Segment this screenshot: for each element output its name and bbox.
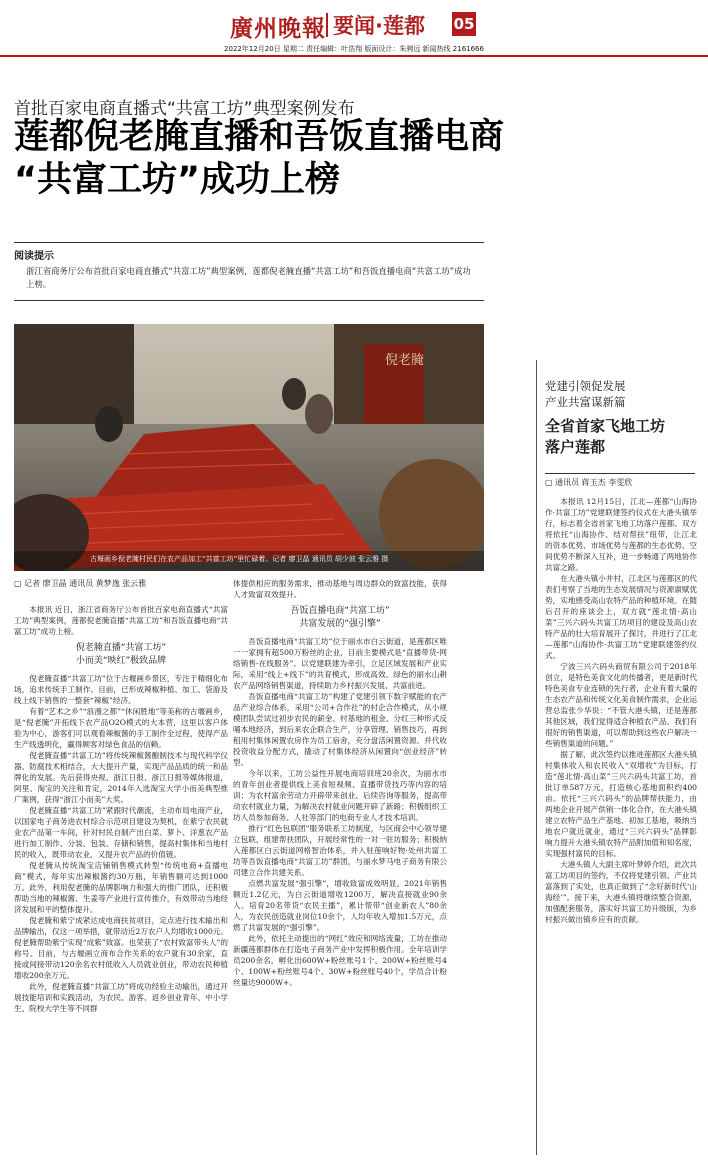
headline-line-2: “共富工坊”成功上榜 [14, 160, 341, 200]
reading-guide-text: 浙江省商务厅公布首批百家电商直播式“共富工坊”典型案例，莲都倪老腌直播“共富工坊”和吾饭直播电商“共富工坊”成功上榜。 [26, 266, 471, 289]
article-headline [14, 116, 504, 202]
article-paragraph: 倪老腌直播“共富工坊”紧跟时代潮流，主动布局电商产业，以国家电子商务进农村综合示范项目建设为契机，在紫宁农民就业农产品第一车间，针对村民自制产出白菜、萝卜、洋葱农产品进行加工制作、分装、包装、存储和销售，提高村集体和当地村民的收入，既带动农业，又提升农产品的价值链。 [14, 806, 228, 859]
sidebar-paragraph: 在大港头镇小井村，江北区与莲都区的代表们考察了当地的生态发展情况与资源禀赋优势，实地感受高山农特产品的种植环境。在随后召开的座谈会上，双方就“莲北情·高山菜”三兴六码头共富工坊项目的建设及高山农特产品的壮大培育展开了探讨，并进行了江北—莲都“山海协作·共富工坊”党建联建签约仪式。 [545, 574, 697, 660]
sidebar-byline-text: 通讯员 蒋玉杰 李雯欣 [555, 478, 633, 487]
guide-rule-bottom [14, 300, 484, 301]
date-editor-line: 2022年12月20日 星期二 责任编辑：叶浩翔 版面设计：朱骋远 新闻热线 2161666 [224, 45, 484, 53]
article-paragraph: 吾饭直播电商“共富工坊”构建了党建引领下数字赋能的农产品产业综合体系，采用“公司+合作社”的村企合作模式，从小规模团队尝试过初步农民的薪金、村基地的租金、分红三种形式反哺本地经济，到后来农企联合生产，分享管理、销售技巧，再到租用村集体闲置农房作为员工宿舍，充分盘活闲置资源。并代收投资收益分配方式，撬动了村集体经济从闲置向“创业经济”转型。 [233, 692, 447, 767]
masthead-rule [0, 55, 708, 57]
section-title: 要闻·莲都 [333, 14, 425, 38]
article-paragraph: 有着“艺术之乡”“浪漫之都”“休闲胜地”等美称的古堰画乡，是“倪老腌”开拓线下农产品O2O模式的大本营，这里以客户体验为中心，游客们可以观看辣椒酱的手工制作全过程，使得产品生产线透明化，赢得顾客对绿色食品的信赖。 [14, 707, 228, 749]
article-paragraph: 点燃共富发展“强引擎”，增收致富成效明显。2021年销售额近1.2亿元，为白云街道增收1200万，解决直接就业90余人。培育20名带货“农民主播”，累计帮带“创业新农人”80余人，为农民创造就业岗位10余个，人均年收入增加1.5万元，点燃了共富发展的“强引擎”。 [233, 879, 447, 932]
sidebar-kicker-line-2: 产业共富谋新篇 [545, 395, 626, 409]
article-paragraph: 此外，倪老腌直播“共富工坊”将成功经验主动输出，通过开展技能培训和实践活动，为农民、游客、返乡创业青年、中小学生、院校大学生等不同群 [14, 982, 228, 1013]
sidebar-headline [545, 416, 665, 458]
article-paragraph: 倪老腌和紫宁成紧达成电商扶贫项目，定点进行技术输出和品牌输出，仅这一项举措，就带动近2万农户人均增收1000元。倪老腌帮助紫宁实现“成紫”致富。也荣获了“农村致富带头人”的称号。目前，与古堰画立商布合作关系的农户就有30余家，直接或间接带动120余名农村低收入人员就业创业，带动农民种植增收200余万元。 [14, 916, 228, 980]
sidebar-paragraph: 本报讯 12月15日，江北—莲都“山海协作·共富工坊”党建联建签约仪式在大港头镇举行，标志着全省首家飞地工坊落户莲都。双方将依托“山海协作、结对帮扶”纽带，让江北的资本优势、市场优势与莲都的生态优势、空间优势不断深入互补，进一步畅通了两地协作共富之路。 [545, 497, 697, 572]
masthead-separator [326, 13, 328, 37]
article-paragraph: 倪老腌从传统淘宝店铺销售模式转型“传统电商+直播电商”模式，每年实出辣椒酱约30万瓶，年销售额可达到1000万。此外，利用倪老腌的品牌影响力和强大的推广团队，还积极帮助当地的辣椒酱、生姜等产业进行宣传推介，有效带动当地经济发展和平的整体提升。 [14, 861, 228, 914]
article-paragraph: 今年以来，工坊公益性开展电商培训班20余次，为丽水市的青年创业者提供线上美食短视频、直播带货技巧等内容的培训；为农村富余劳动力开辟带来创业、后续咨询等服务，提高带动农村就业力量，为解决农村就业问题开辟了新路；积极组织工坊人员参加商务、人社等部门的电商专业人才技术培训。 [233, 769, 447, 822]
article-subhead: 共富发展的“强引擎” [299, 619, 381, 629]
article-paragraph: 推行“红色包联团”服务联系工坊制度，与区商会中心领导建立包联，组建帮扶团队，开展经常性的一对一驻坊服务；积极纳入莲都区白云街道网格智治体系，并入驻莲响好物·处州共富工坊等吾饭直播电商“共富工坊”群团，与丽水梦马电子商务有限公司建立合作共建关系。 [233, 824, 447, 877]
article-paragraph: 吾饭直播电商“共富工坊”位于丽水市白云街道，是莲都区唯一一家拥有超500万粉丝的企业，目前主要模式是“直播带货-网络销售-在线服务”。以党建联建为牵引，立足区域发展和产业实际，采用“线上+线下”的共育模式，形成高效、绿色的丽水山耕农产品网络销售渠道，持续助力乡村振兴发展、共富前进。 [233, 637, 447, 690]
sidebar-byline: ▢ 通讯员 蒋玉杰 李雯欣 [545, 478, 633, 487]
article-subhead: 倪老腌直播“共富工坊” [75, 643, 167, 653]
article-paragraph: 体提供相应的服务需求，推动基地与周边群众的致富技能，获得人才致富双效提升。 [233, 579, 447, 599]
column-divider [536, 360, 537, 1155]
newspaper-logo: 廣州晚報 [230, 15, 326, 42]
article-photo [14, 324, 484, 571]
page-number-badge: 05 [452, 12, 476, 36]
sidebar-paragraph: 据了解，此次签约以推进莲都区大港头镇村集体收入和农民收入“双增收”为目标，打造“莲北情·高山菜”三兴六码头共富工坊，首批订单587万元，打造核心基地面积约400亩。依托“三兴六码头”的品牌帮扶能力，由两地企业开展产供销一体化合作，在大港头镇建立农特产品生产基地、初加工基地，吸纳当地农户就近就业，通过“三兴六码头”品牌影响力提升大港头镇农特产品附加值和知名度，实现强村富民的目标。 [545, 750, 697, 858]
sidebar-byline-rule [545, 473, 695, 474]
sidebar-headline-line-2: 落户莲都 [545, 438, 606, 456]
photo-shop-sign: 倪老腌 [385, 353, 425, 368]
reading-guide-label: 阅读提示 [14, 251, 54, 262]
article-byline: ▢ 记者 廖卫晶 通讯员 黄梦逸 张云雅 [14, 579, 147, 588]
chili-drying-photo [14, 324, 484, 571]
article-paragraph: 本报讯 近日，浙江省商务厅公布首批百家电商直播式“共富工坊”典型案例，莲都倪老腌直播“共富工坊”和吾饭直播电商“共富工坊”成功上榜。 [14, 605, 228, 636]
article-paragraph: 倪老腌直播“共富工坊”位于古堰画乡景区，专注于精细化布场，追求传统手工制作。目前，已形成辣椒种植、加工、袋游及线上线下销售的一整套“辣椒”经济。 [14, 674, 228, 705]
article-subhead: 小而美“映红”极致品牌 [75, 656, 167, 666]
article-byline-text: 记者 廖卫晶 通讯员 黄梦逸 张云雅 [24, 579, 147, 588]
article-kicker: 首批百家电商直播式“共富工坊”典型案例发布 [14, 99, 355, 119]
sidebar-headline-line-1: 全省首家飞地工坊 [545, 417, 666, 435]
guide-rule-top [14, 242, 484, 243]
article-subhead: 吾饭直播电商“共富工坊” [290, 606, 390, 616]
sidebar-paragraph: 大港头镇人大副主席叶梦婷介绍，此次共富工坊项目的签约，不仅将党建引领、产业共富落到了实处，也真正做到了“念好新时代‘山海经’”。接下来，大港头镇将继续整合资源，加强配套服务，落实好共富工坊升级版，为乡村振兴做出镇乡应有的贡献。 [545, 860, 697, 924]
sidebar-paragraph: 宁波三兴六码头商贸有限公司于2018年创立，是特色美食文化的传播者，更是新时代特色美食专业连锁的先行者，企业有着大量的生态农产品和传统文化美食制作需求，企业运营总监张少华说：“不管大港头镇，还是莲都其他区域，我们觉得适合种植农产品。我们有很好的销售渠道，可以帮助到这些农户解决一些销售渠道的问题。” [545, 662, 697, 748]
sidebar-body [545, 496, 697, 925]
article-column-2 [233, 578, 447, 988]
photo-caption: 古堰画乡倪老腌村民们在农产品加工“共富工坊”里忙碌着。记者 廖卫晶 通讯员 胡少波 张云雅 摄 [90, 555, 389, 563]
article-paragraph: 倪老腌直播“共富工坊”将传统辣椒酱酿制技术与现代科学仪器、防腐技术相结合，大大提升产量，实现产品品质的统一和品牌化的发展。先后获得央视、浙江日报、浙江日报等媒体报道，阿里、淘宝的关注和肯定，2014年入选淘宝大学小而美典型推广案例，获得“浙江小而美”大奖。 [14, 751, 228, 804]
sidebar-kicker-line-1: 党建引领促发展 [545, 379, 626, 393]
headline-line-1: 莲都倪老腌直播和吾饭直播电商 [14, 117, 505, 157]
article-column-1 [14, 604, 228, 1014]
article-paragraph: 此外，依托主动提出的“网红”效应和网络流量，工坊在推动新疆莲都群体在打造电子商务产业中发挥积极作用。全年培训学员200余名，孵化出600W+粉丝账号1个、200W+粉丝账号4个、100W+粉丝账号4个、30W+粉丝账号40个，学员合计粉丝量达9000W+。 [233, 934, 447, 987]
sidebar-kicker [545, 378, 626, 410]
